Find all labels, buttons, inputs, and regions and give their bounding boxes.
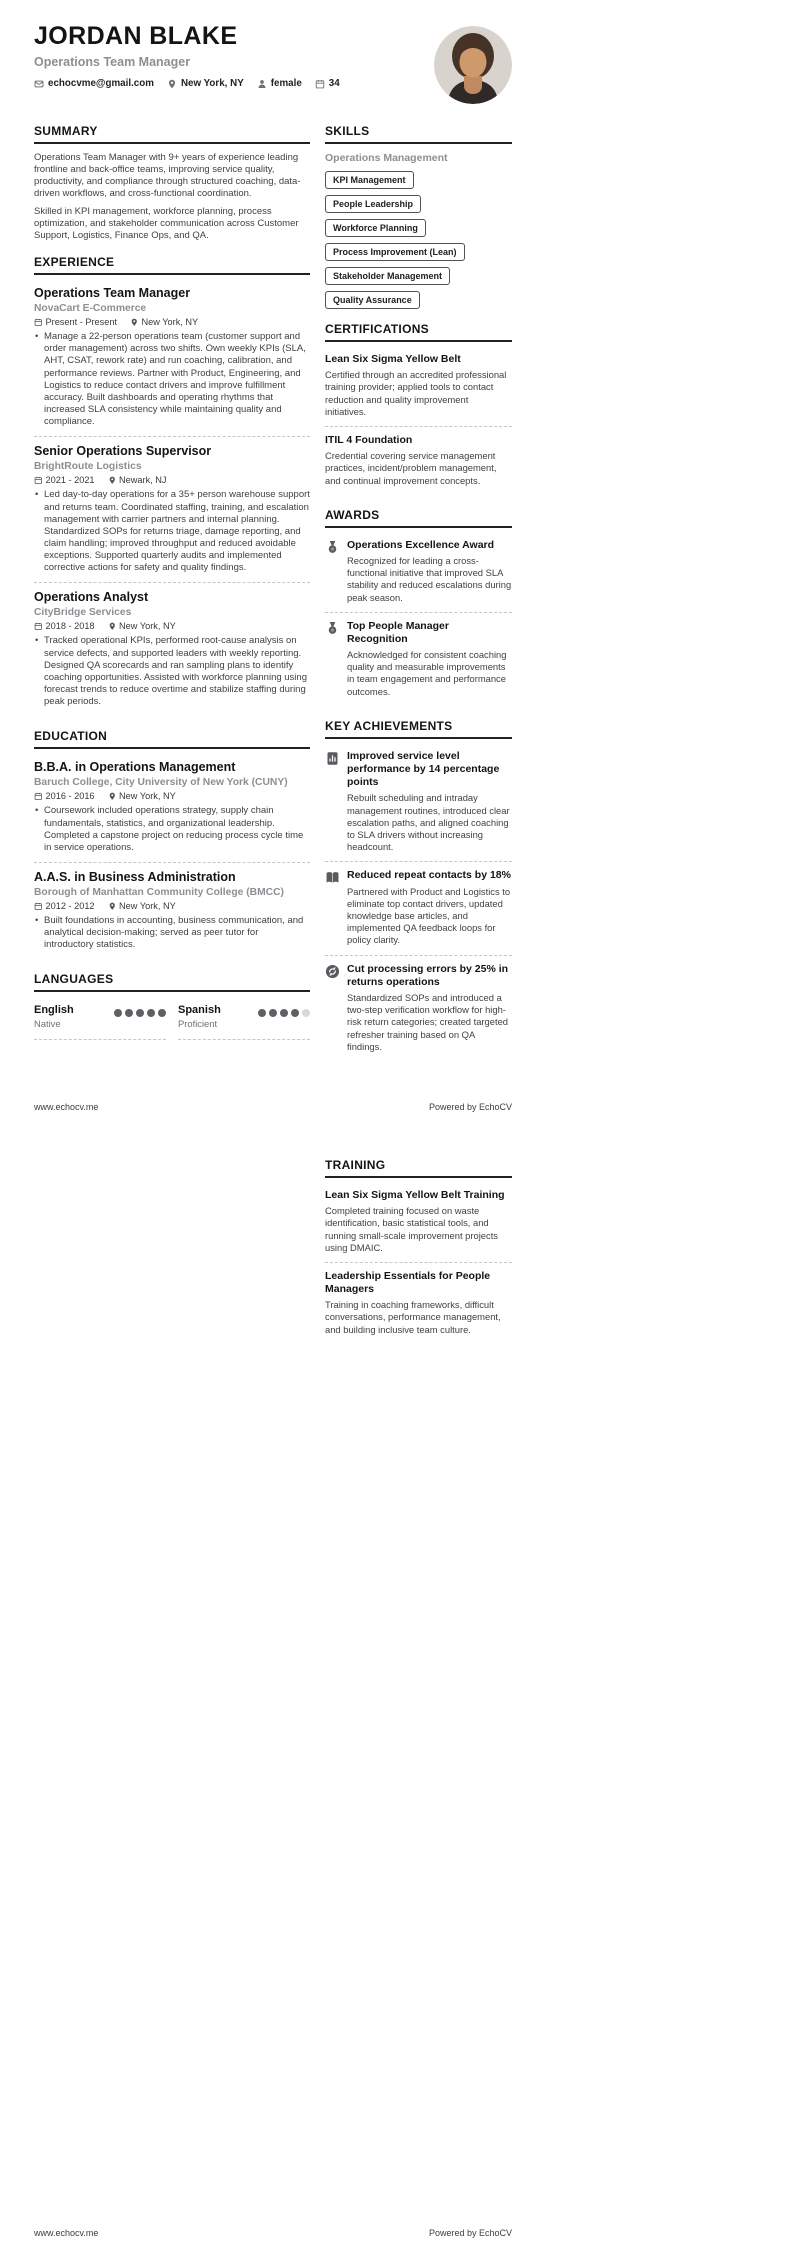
training-title: Lean Six Sigma Yellow Belt Training: [325, 1188, 505, 1201]
job-meta: [34, 621, 310, 631]
language-label: [34, 1004, 74, 1029]
certification-entry: [325, 350, 512, 427]
award-title: Operations Excellence Award: [347, 538, 495, 551]
job-title: Senior Operations Supervisor: [34, 444, 212, 459]
education-meta: [34, 791, 310, 801]
resume-header: [34, 22, 512, 104]
language-level: Native: [34, 1018, 61, 1030]
location-pin-icon: [108, 902, 117, 911]
job-location: [108, 475, 167, 485]
date-range: [34, 791, 95, 801]
proficiency-dot: [269, 1009, 277, 1017]
certification-description: Credential covering service management practices, incident/problem management, and continual improvement concepts.: [325, 450, 497, 486]
language-level: Proficient: [178, 1018, 218, 1030]
skill-tag: Process Improvement (Lean): [325, 243, 465, 261]
company-name: CityBridge Services: [34, 607, 132, 619]
achievement-description: Standardized SOPs and introduced a two-step verification workflow for high-risk return categories; created targeted refresher training based on QA findings.: [347, 991, 509, 1052]
skills-heading: SKILLS: [325, 124, 512, 144]
skill-tag: Stakeholder Management: [325, 267, 450, 285]
right-column: [325, 124, 512, 1074]
award-description: Acknowledged for consistent coaching quality and measurable improvements in team engagement and performance outcomes.: [347, 649, 507, 697]
avatar: [434, 26, 512, 104]
achievement-title: Improved service level performance by 14 percentage points: [347, 749, 500, 789]
date-text: 2018 - 2018: [45, 621, 95, 632]
education-meta: [34, 901, 310, 911]
achievement-title: Cut processing errors by 25% in returns operations: [347, 962, 509, 988]
key-achievements-heading: KEY ACHIEVEMENTS: [325, 719, 512, 739]
refresh-arrow-icon: [325, 964, 340, 979]
location-text: New York, NY: [119, 621, 176, 632]
person-icon: [257, 79, 267, 89]
email-text: echocvme@gmail.com: [48, 78, 154, 89]
achievement-description: Rebuilt scheduling and intraday management routines, introduced clear escalation paths, and aligned coaching to SLA drivers without increasing headcount.: [347, 792, 510, 853]
calendar-icon: [34, 792, 43, 801]
skills-group-label: Operations Management: [325, 152, 448, 164]
footer-website: www.echocv.me: [34, 1101, 99, 1112]
proficiency-dot: [158, 1009, 166, 1017]
medal-icon: [325, 621, 340, 636]
education-bullet: • Coursework included operations strategy, supply chain fundamentals, statistics, and organizational leadership. Completed a capstone project on reducing process cycle time in service operations.: [34, 805, 310, 854]
proficiency-dots: [114, 1009, 166, 1017]
proficiency-dots: [258, 1009, 310, 1017]
page-2: [0, 1112, 794, 1344]
degree-title: A.A.S. in Business Administration: [34, 870, 236, 884]
section-summary: [34, 124, 310, 242]
date-text: 2012 - 2012: [45, 901, 95, 911]
certification-title: Lean Six Sigma Yellow Belt: [325, 353, 461, 365]
award-entry: [325, 617, 512, 706]
proficiency-dot: [258, 1009, 266, 1017]
certification-entry: [325, 431, 512, 495]
location-pin-icon: [167, 79, 177, 89]
language-item: [34, 1000, 166, 1040]
language-label: [178, 1004, 221, 1029]
experience-heading: EXPERIENCE: [34, 255, 310, 275]
candidate-name: JORDAN BLAKE: [34, 22, 238, 50]
location-text: New York, NY: [180, 78, 244, 89]
experience-entry: [34, 441, 310, 583]
school-name: Borough of Manhattan Community College (BMCC): [34, 887, 284, 898]
certification-title: ITIL 4 Foundation: [325, 434, 413, 446]
page1-footer: [34, 1102, 512, 1112]
date-text: 2021 - 2021: [45, 475, 95, 486]
location-pin-icon: [108, 792, 117, 801]
languages-heading: LANGUAGES: [34, 972, 310, 992]
calendar-icon: [34, 622, 43, 631]
company-name: NovaCart E-Commerce: [34, 303, 147, 315]
date-text: Present - Present: [45, 317, 117, 328]
education-bullets: [34, 805, 310, 854]
age-text: 34: [328, 78, 340, 89]
proficiency-dot: [291, 1009, 299, 1017]
award-title: Top People Manager Recognition: [347, 619, 449, 645]
education-heading: EDUCATION: [34, 729, 310, 749]
contact-age: [315, 78, 340, 89]
training-title: Leadership Essentials for People Managers: [325, 1269, 491, 1296]
book-icon: [325, 870, 340, 885]
experience-entry: [34, 283, 310, 437]
proficiency-dot: [280, 1009, 288, 1017]
achievement-title: Reduced repeat contacts by 18%: [347, 869, 511, 882]
location-text: New York, NY: [119, 901, 176, 911]
award-description: Recognized for leading a cross-functional initiative that improved SLA stability and reduced escalations during peak season.: [347, 554, 512, 603]
training-heading: TRAINING: [325, 1158, 512, 1178]
job-bullets: [34, 489, 310, 574]
footer-powered-by: Powered by EchoCV: [428, 2228, 512, 2238]
job-meta: [34, 317, 310, 327]
job-bullets: [34, 331, 310, 428]
certifications-heading: CERTIFICATIONS: [325, 322, 512, 342]
job-bullet: • Led day-to-day operations for a 35+ person warehouse support and returns team. Coordinated staffing, training, and escalation management with carrier partners and internal planning. Standardized SOPs for returns triage, damage reporting, and claim handling; improved throughput and reduced avoidable exceptions. Supported quarterly audits and implemented corrective actions for safety and quality findings.: [34, 489, 310, 574]
degree-title: B.B.A. in Operations Management: [34, 760, 236, 775]
summary-heading: SUMMARY: [34, 124, 310, 144]
calendar-icon: [34, 902, 43, 911]
location-text: New York, NY: [141, 317, 199, 328]
education-bullet: • Built foundations in accounting, business communication, and analytical decision-making; served as peer tutor for introductory statistics.: [34, 915, 310, 951]
date-range: [34, 621, 95, 631]
date-range: [34, 317, 117, 327]
left-column: [34, 124, 310, 1074]
date-text: 2016 - 2016: [45, 791, 95, 802]
education-bullets: [34, 915, 310, 951]
chart-document-icon: [325, 751, 340, 766]
job-bullet: • Tracked operational KPIs, performed root-cause analysis on service defects, and supported leaders with weekly reporting. Designed QA scorecards and ran sampling plans to identify coaching opportunities. Assisted with workforce planning using forecast trends to reduce overtime and stabilize staffing during peak periods.: [34, 635, 310, 708]
skill-tag: People Leadership: [325, 195, 421, 213]
language-item: [178, 1000, 310, 1040]
gender-text: female: [270, 78, 302, 89]
experience-entry: [34, 587, 310, 716]
job-bullet: • Manage a 22-person operations team (customer support and order management) across two shifts. Own weekly KPIs (SLA, AHT, CSAT, rework rate) and run coaching, calibration, and performance reviews. Partner with Product, Engineering, and Logistics to reduce contact drivers and improve fulfillment accuracy. Built dashboards and operating rhythms that increased SLA consistency while maintaining quality and compliance.: [34, 331, 310, 428]
contact-row: [34, 78, 340, 89]
summary-paragraph: Operations Team Manager with 9+ years of experience leading frontline and back-office teams, improving service quality, productivity, and compliance through structured coaching, data-driven workflows, and cross-functional coordination.: [34, 152, 301, 200]
job-location: [130, 317, 198, 327]
section-key-achievements: [325, 719, 512, 1061]
languages-row: [34, 1000, 310, 1040]
location-pin-icon: [108, 622, 117, 631]
proficiency-dot: [114, 1009, 122, 1017]
section-skills: [325, 124, 512, 309]
page2-footer: [34, 2228, 512, 2238]
achievement-entry: [325, 960, 512, 1061]
award-entry: [325, 536, 512, 613]
skill-tag: Quality Assurance: [325, 291, 420, 309]
section-certifications: [325, 322, 512, 495]
job-location: [108, 621, 176, 631]
section-training: [325, 1158, 512, 1344]
date-range: [34, 901, 95, 911]
skill-tags: [325, 171, 512, 309]
proficiency-dot: [302, 1009, 310, 1017]
summary-paragraph: Skilled in KPI management, workforce planning, process optimization, and stakeholder communication across Customer Support, Logistics, Finance Ops, and QA.: [34, 205, 299, 241]
location-text: New York, NY: [119, 791, 176, 802]
proficiency-dot: [136, 1009, 144, 1017]
certification-description: Certified through an accredited professional training provider; applied tools to contact reduction and quality improvement initiatives.: [325, 369, 507, 417]
training-description: Training in coaching frameworks, difficult conversations, performance management, and building inclusive team culture.: [325, 1299, 501, 1335]
contact-location: [167, 78, 244, 89]
school-location: [108, 901, 176, 911]
location-text: Newark, NJ: [119, 475, 167, 486]
training-column: [325, 1112, 512, 1344]
proficiency-dot: [125, 1009, 133, 1017]
section-languages: [34, 972, 310, 1040]
location-pin-icon: [130, 318, 139, 327]
contact-email: [34, 78, 154, 89]
language-name: Spanish: [178, 1004, 221, 1017]
section-education: [34, 729, 310, 959]
language-name: English: [34, 1004, 74, 1017]
candidate-title: Operations Team Manager: [34, 55, 191, 69]
job-bullets: [34, 635, 310, 708]
skill-tag: KPI Management: [325, 171, 414, 189]
school-name: Baruch College, City University of New York (CUNY): [34, 777, 288, 789]
awards-heading: AWARDS: [325, 508, 512, 528]
medal-icon: [325, 540, 340, 555]
education-entry: [34, 757, 310, 863]
page-1: [0, 0, 794, 1112]
skill-tag: Workforce Planning: [325, 219, 426, 237]
contact-gender: [257, 78, 302, 89]
achievement-description: Partnered with Product and Logistics to eliminate top contact drivers, updated knowledge base articles, and implemented QA feedback loops for policy clarity.: [347, 885, 511, 946]
training-description: Completed training focused on waste identification, basic statistical tools, and running small-scale improvement projects using DMAIC.: [325, 1205, 498, 1253]
location-pin-icon: [108, 476, 117, 485]
education-entry: [34, 867, 310, 959]
achievement-entry: [325, 747, 512, 862]
envelope-icon: [34, 79, 44, 89]
calendar-icon: [315, 79, 325, 89]
training-entry: [325, 1267, 512, 1344]
training-entry: [325, 1186, 512, 1263]
job-title: Operations Analyst: [34, 590, 149, 605]
resume-body: [34, 124, 512, 1074]
calendar-icon: [34, 476, 43, 485]
company-name: BrightRoute Logistics: [34, 461, 142, 473]
header-text-block: [34, 22, 340, 89]
section-experience: [34, 255, 310, 716]
achievement-entry: [325, 866, 512, 955]
calendar-icon: [34, 318, 43, 327]
job-title: Operations Team Manager: [34, 286, 191, 301]
footer-powered-by: Powered by EchoCV: [428, 1101, 512, 1112]
proficiency-dot: [147, 1009, 155, 1017]
footer-website: www.echocv.me: [34, 2228, 99, 2238]
section-awards: [325, 508, 512, 706]
school-location: [108, 791, 176, 801]
job-meta: [34, 475, 310, 485]
date-range: [34, 475, 95, 485]
